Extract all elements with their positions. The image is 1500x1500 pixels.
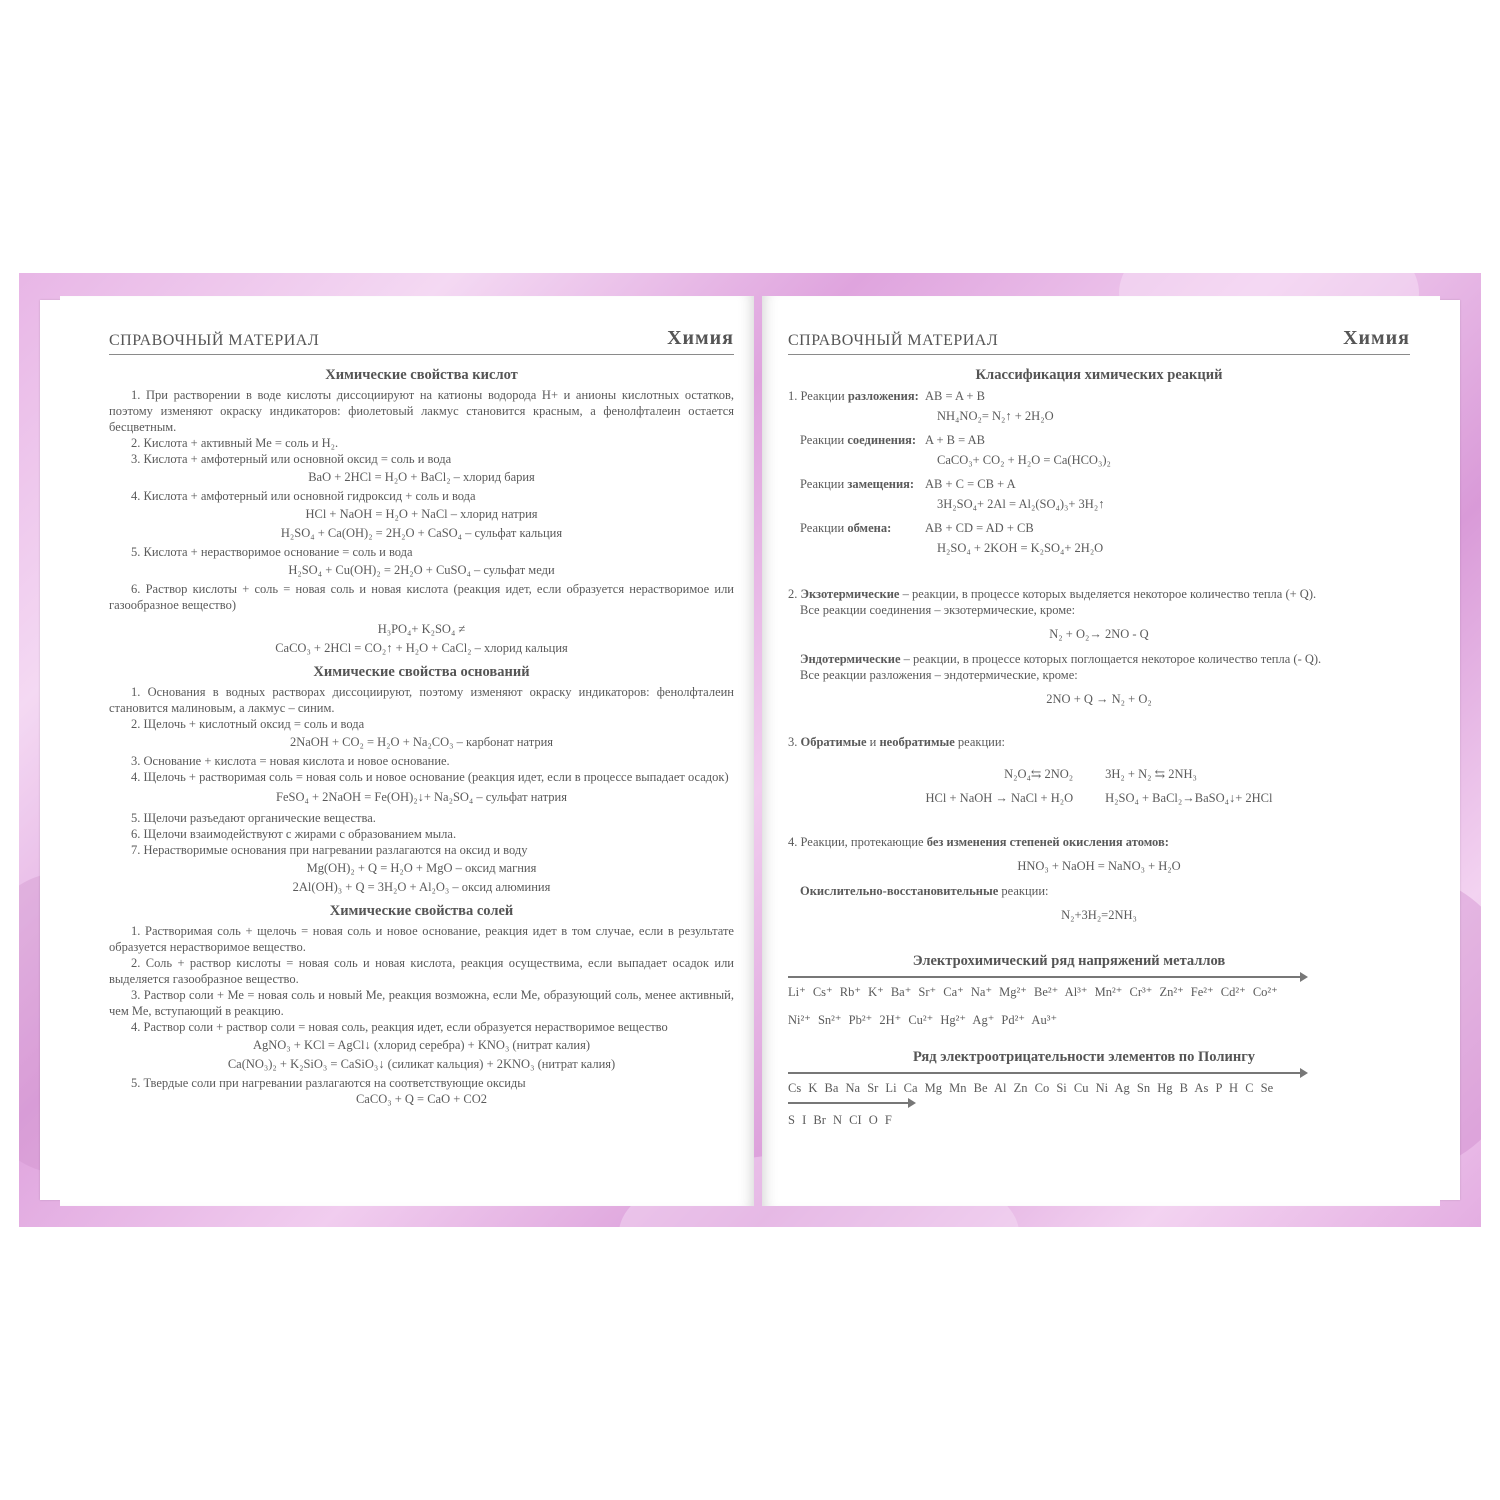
- formula-column-right: [1105, 762, 1272, 810]
- formula: HCl + NaOH → NaCl + H₂O: [925, 791, 1074, 805]
- term-bold: необратимые: [879, 735, 955, 749]
- label-text: 1. Реакции: [788, 389, 848, 403]
- left-page: [60, 296, 754, 1206]
- reversible-formulas: [788, 762, 1410, 810]
- text: 4. Реакции, протекающие: [788, 835, 927, 849]
- bases-f2: 2NaOH + CO₂ = H₂O + Na₂CO₃ – карбонат натрия: [289, 735, 554, 749]
- formula: N₂O₄⇆ 2NO₂: [1004, 767, 1074, 781]
- series-arrow: [788, 1102, 910, 1104]
- endothermic-note: Все реакции разложения – эндотермические, кроме:: [800, 668, 1078, 682]
- acids-f6b: CaCO₃ + 2HCl = CO₂↑ + H₂O + CaCl₂ – хлорид кальция: [275, 641, 568, 655]
- bases-f7b: 2Al(OH)₃ + Q = 3H₂O + Al₂O₃ – оксид алюминия: [292, 880, 551, 894]
- reaction-label: [788, 520, 925, 536]
- salts-p4: 4. Раствор соли + раствор соли = новая соль, реакция идет, если образуется нерастворимое вещество: [131, 1020, 668, 1034]
- term-bold: Эндотермические: [800, 652, 901, 666]
- bases-p2: 2. Щелочь + кислотный оксид = соль и вода: [131, 717, 365, 731]
- section-title-bases: Химические свойства оснований: [313, 664, 530, 680]
- right-page: [762, 296, 1440, 1206]
- redox-heading: [788, 883, 1410, 899]
- label-bold: обмена:: [847, 521, 892, 535]
- label-bold: замещения:: [847, 477, 915, 491]
- formula: 3H₂ + N₂ ⇆ 2NH₃: [1105, 767, 1197, 781]
- text: 2.: [788, 587, 801, 601]
- section-title-acids: Химические свойства кислот: [325, 367, 518, 383]
- salts-f5: CaCO₃ + Q = CaO + CO2: [355, 1092, 488, 1106]
- acids-p5: 5. Кислота + нерастворимое основание = соль и вода: [131, 545, 413, 559]
- acids-p2: 2. Кислота + активный Ме = соль и Н₂.: [131, 436, 339, 450]
- reaction-scheme: A + B = AB: [925, 433, 985, 447]
- formula: H₂SO₄ + BaCl₂→BaSO₄↓+ 2HCl: [1105, 791, 1273, 805]
- label-text: Реакции: [800, 521, 848, 535]
- bases-p6: 6. Щелочи взаимодействуют с жирами с образованием мыла.: [131, 827, 457, 841]
- endothermic-def: [788, 651, 1410, 667]
- reaction-formula: H₂SO₄ + 2KOH = K₂SO₄+ 2H₂O: [937, 541, 1104, 555]
- label-text: Реакции: [800, 477, 848, 491]
- reversible-heading: [788, 734, 1410, 750]
- reaction-label: [788, 432, 925, 448]
- acids-f4b: H₂SO₄ + Ca(OH)₂ = 2H₂O + CaSO₄ – сульфат кальция: [280, 526, 563, 540]
- section-title-salts: Химические свойства солей: [329, 903, 514, 919]
- page-header: [109, 322, 734, 355]
- oxidation-formula: HNO₃ + NaOH = NaNO₃ + H₂O: [1017, 859, 1181, 873]
- exothermic-note: Все реакции соединения – экзотермические, кроме:: [800, 603, 1076, 617]
- exothermic-formula: N₂ + O₂→ 2NO - Q: [1049, 627, 1149, 641]
- reaction-scheme: AB + CD = AD + CB: [925, 521, 1034, 535]
- header-subject: Химия: [667, 327, 734, 349]
- bases-f4: FeSO₄ + 2NaOH = Fe(OH)₂↓+ Na₂SO₄ – сульфат натрия: [276, 790, 567, 804]
- text: и: [866, 735, 880, 749]
- pauling-row-1: Cs K Ba Na Sr Li Ca Mg Mn Be Al Zn Co Si Cu Ni Ag Sn Hg B As P H C Se: [788, 1081, 1274, 1095]
- text: – реакции, в процессе которых выделяется некоторое количество тепла (+ Q).: [899, 587, 1317, 601]
- acids-p4: 4. Кислота + амфотерный или основной гидроксид + соль и вода: [131, 489, 476, 503]
- text: реакции:: [954, 735, 1006, 749]
- text: реакции:: [998, 884, 1049, 898]
- reaction-formula: CaCO₃+ CO₂ + H₂O = Ca(HCO₃)₂: [937, 453, 1111, 467]
- acids-f4a: HCl + NaOH = H₂O + NaCl – хлорид натрия: [305, 507, 538, 521]
- series-arrow: [788, 1072, 1302, 1074]
- reaction-exchange: [788, 520, 1410, 536]
- header-label: СПРАВОЧНЫЙ МАТЕРИАЛ: [788, 332, 999, 349]
- term-bold: Окислительно-восстановительные: [800, 884, 999, 898]
- salts-f4b: Ca(NO₃)₂ + K₂SiO₃ = CaSiO₃↓ (силикат кальция) + 2KNO₃ (нитрат калия): [227, 1057, 616, 1071]
- term-bold: без изменения степеней окисления атомов:: [926, 835, 1169, 849]
- header-subject: Химия: [1343, 327, 1410, 349]
- salts-f4a: AgNO₃ + KCl = AgCl↓ (хлорид серебра) + KNO₃ (нитрат калия): [252, 1038, 591, 1052]
- redox-formula: N₂+3H₂=2NH₃: [1061, 908, 1137, 922]
- label-bold: разложения:: [847, 389, 919, 403]
- acids-f3: BaO + 2HCl = H₂O + BaCl₂ – хлорид бария: [308, 470, 535, 484]
- page-header: [788, 322, 1410, 355]
- reaction-formula: 3H₂SO₄+ 2Al = Al₂(SO₄)₃+ 3H₂↑: [937, 497, 1105, 511]
- acids-f5: H₂SO₄ + Cu(OH)₂ = 2H₂O + CuSO₄ – сульфат меди: [288, 563, 555, 577]
- salts-p1: 1. Растворимая соль + щелочь = новая соль и новое основание, реакция идет в том случае, если в результате образуется нерастворимое вещество.: [109, 924, 734, 954]
- metals-row-1: Li⁺ Cs⁺ Rb⁺ K⁺ Ba⁺ Sr⁺ Ca⁺ Na⁺ Mg²⁺ Be²⁺ Al³⁺ Mn²⁺ Cr³⁺ Zn²⁺ Fe²⁺ Cd²⁺ Co²⁺: [788, 985, 1278, 999]
- reaction-decomposition: [788, 388, 1410, 404]
- reaction-label: [788, 476, 925, 492]
- acids-f6a: H₃PO₄+ K₂SO₄ ≠: [377, 622, 466, 636]
- bases-p5: 5. Щелочи разъедают органические вещества.: [131, 811, 376, 825]
- header-label: СПРАВОЧНЫЙ МАТЕРИАЛ: [109, 332, 320, 349]
- salts-p5: 5. Твердые соли при нагревании разлагаются на соответствующие оксиды: [131, 1076, 526, 1090]
- reaction-compound: [788, 432, 1410, 448]
- text: – реакции, в процессе которых поглощается некоторое количество тепла (- Q).: [900, 652, 1322, 666]
- reaction-label: [788, 388, 925, 404]
- acids-p6: 6. Раствор кислоты + соль = новая соль и новая кислота (реакция идет, если образуется нерастворимое или газообразное вещество): [109, 582, 734, 612]
- series-arrow: [788, 976, 1302, 978]
- section-title-pauling: Ряд электроотрицательности элементов по Полингу: [912, 1049, 1256, 1065]
- section-title-metals: Электрохимический ряд напряжений металлов: [912, 953, 1226, 969]
- bases-f7a: Mg(OH)₂ + Q = H₂O + MgO – оксид магния: [306, 861, 537, 875]
- formula-column-left: [926, 762, 1074, 810]
- bases-p1: 1. Основания в водных растворах диссоциируют, поэтому изменяют окраску индикаторов: фенолфталеин становится малиновым, а лакмус – синим.: [109, 685, 734, 715]
- metals-row-2: Ni²⁺ Sn²⁺ Pb²⁺ 2H⁺ Cu²⁺ Hg²⁺ Ag⁺ Pd²⁺ Au³⁺: [788, 1013, 1058, 1027]
- reaction-formula: NH₄NO₂= N₂↑ + 2H₂O: [937, 409, 1054, 423]
- label-text: Реакции: [800, 433, 848, 447]
- exothermic-def: [788, 586, 1410, 602]
- oxidation-heading: [788, 834, 1410, 850]
- reaction-substitution: [788, 476, 1410, 492]
- salts-p2: 2. Соль + раствор кислоты = новая соль и новая кислота, реакция осуществима, если выпадает осадок или выделяется газообразное вещество.: [109, 956, 734, 986]
- term-bold: Обратимые: [800, 735, 867, 749]
- salts-p3: 3. Раствор соли + Ме = новая соль и новый Ме, реакция возможна, если Ме, образующий соль, менее активный, чем Ме, вступающий в реакцию.: [109, 988, 734, 1018]
- acids-p1: 1. При растворении в воде кислоты диссоциируют на катионы водорода Н+ и анионы кислотных остатков, поэтому изменяют окраску индикаторов: фиолетовый лакмус становится красным, а фенолфталеин остается бесцветным.: [109, 388, 734, 434]
- bases-p4: 4. Щелочь + растворимая соль = новая соль и новое основание (реакция идет, если в процессе выпадает осадок): [131, 770, 729, 784]
- label-bold: соединения:: [847, 433, 917, 447]
- bases-p7: 7. Нерастворимые основания при нагревании разлагаются на оксид и воду: [131, 843, 528, 857]
- text: 3.: [788, 735, 801, 749]
- reaction-scheme: AB + C = CB + A: [925, 477, 1016, 491]
- endothermic-formula: 2NO + Q → N₂ + O₂: [1046, 692, 1152, 706]
- acids-p3: 3. Кислота + амфотерный или основной оксид = соль и вода: [131, 452, 452, 466]
- bases-p3: 3. Основание + кислота = новая кислота и новое основание.: [131, 754, 450, 768]
- reaction-scheme: AB = A + B: [925, 389, 985, 403]
- pauling-row-2: S I Br N CI O F: [788, 1113, 892, 1127]
- section-title-classification: Классификация химических реакций: [975, 367, 1223, 383]
- term-bold: Экзотермические: [800, 587, 900, 601]
